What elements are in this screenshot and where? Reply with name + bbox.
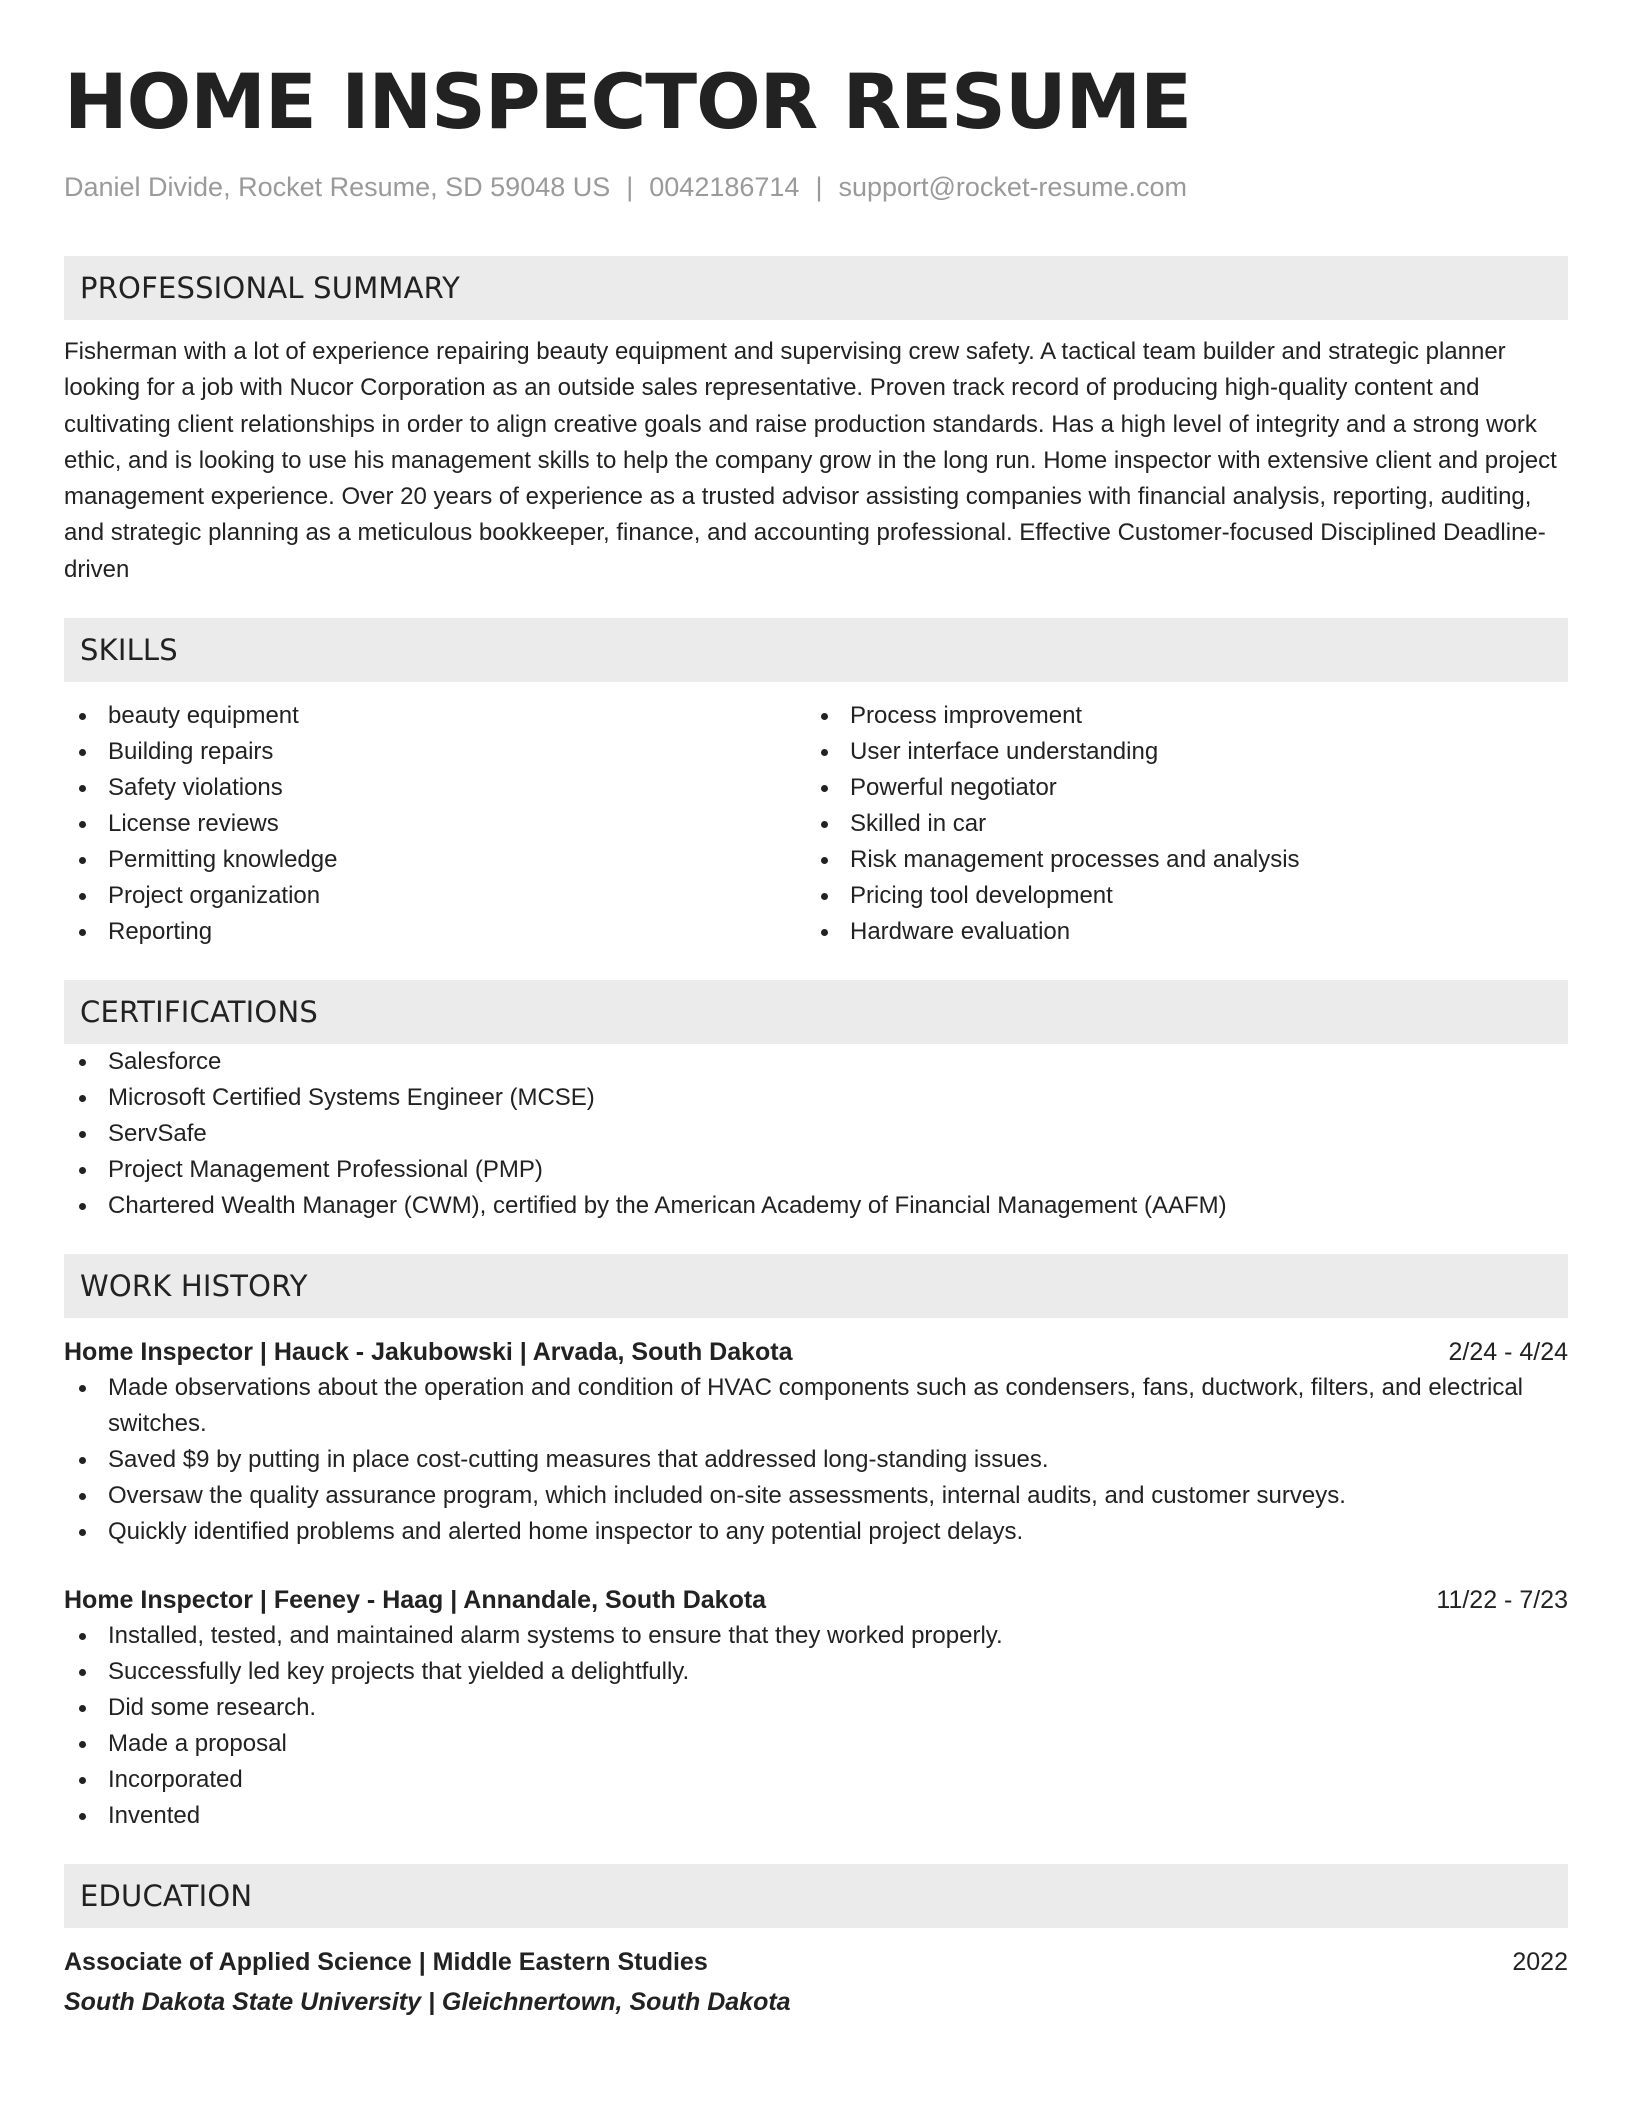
job-entry (64, 1582, 1568, 1834)
summary-heading: PROFESSIONAL SUMMARY (64, 256, 1568, 320)
education-entry (64, 1944, 1568, 2020)
job-dates: 2/24 - 4/24 (1448, 1338, 1568, 1367)
work-history-heading: WORK HISTORY (64, 1254, 1568, 1318)
skills-list-right (806, 698, 1548, 950)
skill-item: beauty equipment (64, 698, 806, 734)
resume-title: HOME INSPECTOR RESUME (64, 57, 1192, 146)
job-bullet: Saved $9 by putting in place cost-cutting measures that addressed long-standing issues. (64, 1442, 1568, 1478)
job-entry (64, 1334, 1568, 1550)
contact-separator: | (626, 172, 634, 202)
job-title: Home Inspector | Feeney - Haag | Annandale, South Dakota (64, 1586, 767, 1615)
contact-separator: | (815, 172, 823, 202)
job-bullets (64, 1370, 1568, 1550)
job-header (64, 1582, 1568, 1618)
job-title: Home Inspector | Hauck - Jakubowski | Arvada, South Dakota (64, 1338, 793, 1367)
certifications-heading: CERTIFICATIONS (64, 980, 1568, 1044)
job-bullet: Installed, tested, and maintained alarm systems to ensure that they worked properly. (64, 1618, 1568, 1654)
skill-item: Project organization (64, 878, 806, 914)
summary-text: Fisherman with a lot of experience repairing beauty equipment and supervising crew safety. A tactical team builder and strategic planner looking for a job with Nucor Corporation as an outside sales representative. Proven track record of producing high-quality content and cultivating client relationships in order to align creative goals and raise production standards. Has a high level of integrity and a strong work ethic, and is looking to use his management skills to help the company grow in the long run. Home inspector with extensive client and project management experience. Over 20 years of experience as a trusted advisor assisting companies with financial analysis, reporting, auditing, and strategic planning as a meticulous bookkeeper, finance, and accounting professional. Effective Customer-focused Disciplined Deadline-driven (64, 338, 1557, 583)
skills-columns (64, 698, 1568, 950)
certification-item: Salesforce (64, 1044, 1568, 1080)
skill-item: User interface understanding (806, 734, 1548, 770)
skills-list-left (64, 698, 806, 950)
contact-line (64, 170, 1568, 204)
skill-item: License reviews (64, 806, 806, 842)
skill-item: Hardware evaluation (806, 914, 1548, 950)
job-bullet: Oversaw the quality assurance program, which included on-site assessments, internal audits, and customer surveys. (64, 1478, 1568, 1514)
job-dates: 11/22 - 7/23 (1436, 1586, 1568, 1615)
skill-item: Powerful negotiator (806, 770, 1548, 806)
certification-item: ServSafe (64, 1116, 1568, 1152)
contact-email: support@rocket-resume.com (838, 172, 1187, 202)
job-bullet: Successfully led key projects that yielded a delightfully. (64, 1654, 1568, 1690)
education-degree: Associate of Applied Science | Middle Eastern Studies (64, 1948, 708, 1977)
education-header (64, 1944, 1568, 1980)
skills-heading: SKILLS (64, 618, 1568, 682)
skill-item: Skilled in car (806, 806, 1548, 842)
job-bullets (64, 1618, 1568, 1834)
job-bullet: Made a proposal (64, 1726, 1568, 1762)
contact-address: Daniel Divide, Rocket Resume, SD 59048 US (64, 172, 611, 202)
skill-item: Safety violations (64, 770, 806, 806)
job-bullet: Incorporated (64, 1762, 1568, 1798)
certifications-list (64, 1044, 1568, 1224)
job-bullet: Made observations about the operation and condition of HVAC components such as condensers, fans, ductwork, filters, and electrical switches. (64, 1370, 1568, 1442)
job-bullet: Did some research. (64, 1690, 1568, 1726)
education-heading: EDUCATION (64, 1864, 1568, 1928)
contact-phone: 0042186714 (649, 172, 800, 202)
resume-content (64, 52, 1568, 2020)
skill-item: Reporting (64, 914, 806, 950)
skill-item: Building repairs (64, 734, 806, 770)
skill-item: Permitting knowledge (64, 842, 806, 878)
skill-item: Pricing tool development (806, 878, 1548, 914)
skill-item: Risk management processes and analysis (806, 842, 1548, 878)
job-bullet: Invented (64, 1798, 1568, 1834)
job-bullet: Quickly identified problems and alerted home inspector to any potential project delays. (64, 1514, 1568, 1550)
certification-item: Microsoft Certified Systems Engineer (MCSE) (64, 1080, 1568, 1116)
certification-item: Chartered Wealth Manager (CWM), certified by the American Academy of Financial Management (AAFM) (64, 1188, 1568, 1224)
education-year: 2022 (1512, 1948, 1568, 1977)
skill-item: Process improvement (806, 698, 1548, 734)
education-school: South Dakota State University | Gleichnertown, South Dakota (64, 1988, 791, 2017)
certification-item: Project Management Professional (PMP) (64, 1152, 1568, 1188)
job-header (64, 1334, 1568, 1370)
